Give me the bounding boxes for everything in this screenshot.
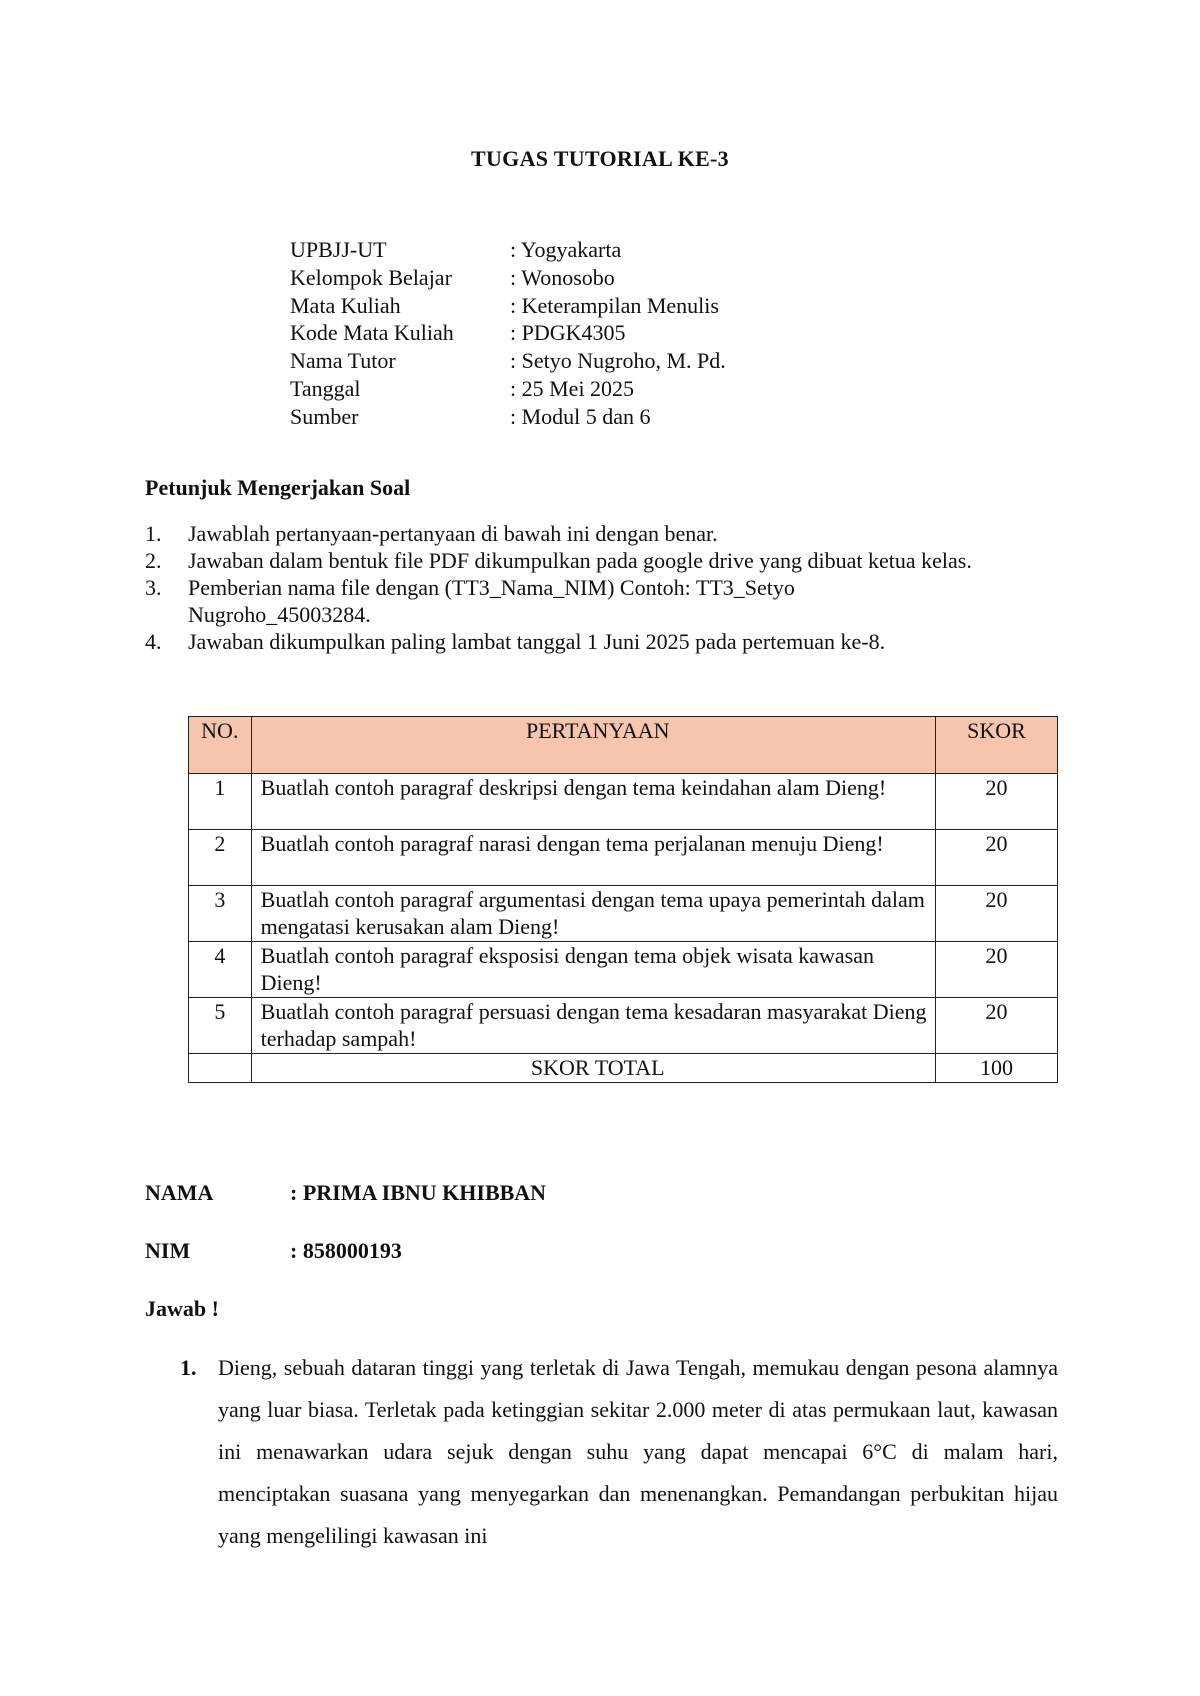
student-name-row — [145, 1180, 546, 1206]
list-text: Jawablah pertanyaan-pertanyaan di bawah ini dengan benar. — [188, 521, 718, 546]
info-value: : Wonosobo — [510, 264, 615, 290]
instructions-heading: Petunjuk Mengerjakan Soal — [145, 475, 411, 500]
cell-score: 20 — [935, 830, 1057, 886]
table-row — [189, 830, 1058, 886]
info-row — [290, 403, 726, 431]
answer-text: Dieng, sebuah dataran tinggi yang terletak di Jawa Tengah, memukau dengan pesona alamnya yang luar biasa. Terletak pada ketinggian sekitar 2.000 meter di atas permukaan laut, kawasan ini menawarkan udara sejuk dengan suhu yang dapat mencapai 6°C di malam hari, menciptakan suasana yang menyegarkan dan menenangkan. Pemandangan perbukitan hijau yang mengelilingi kawasan ini — [218, 1355, 1058, 1548]
cell-no: 4 — [189, 942, 252, 998]
answer-number: 1. — [180, 1355, 197, 1380]
list-number: 1. — [145, 521, 162, 546]
cell-no: 3 — [189, 886, 252, 942]
nim-label: NIM — [145, 1238, 191, 1263]
info-label: UPBJJ-UT — [290, 237, 387, 262]
info-label: Nama Tutor — [290, 348, 396, 374]
info-label: Sumber — [290, 403, 359, 429]
cell-score: 20 — [935, 942, 1057, 998]
list-number: 4. — [145, 629, 162, 654]
list-text: Pemberian nama file dengan (TT3_Nama_NIM) Contoh: TT3_Setyo Nugroho_45003284. — [188, 575, 795, 627]
questions-table — [188, 716, 1058, 1083]
page-title: TUGAS TUTORIAL KE-3 — [471, 146, 729, 171]
info-row — [290, 292, 726, 320]
header-question: PERTANYAAN — [251, 717, 935, 774]
list-text: Jawaban dalam bentuk file PDF dikumpulkan pada google drive yang dibuat ketua kelas. — [188, 548, 972, 573]
info-label: Tanggal — [290, 375, 361, 401]
answer-item — [180, 1347, 1058, 1557]
name-label: NAMA — [145, 1180, 214, 1205]
info-value: : Modul 5 dan 6 — [510, 403, 651, 429]
cell-empty — [189, 1054, 252, 1083]
list-number: 2. — [145, 548, 162, 573]
table-row — [189, 774, 1058, 830]
list-item — [145, 628, 1065, 655]
answer-heading: Jawab ! — [145, 1296, 219, 1321]
nim-value: : 858000193 — [290, 1238, 402, 1263]
cell-question: Buatlah contoh paragraf argumentasi dengan tema upaya pemerintah dalam mengatasi kerusakan alam Dieng! — [251, 886, 935, 942]
total-value: 100 — [935, 1054, 1057, 1083]
table-total-row — [189, 1054, 1058, 1083]
cell-score: 20 — [935, 998, 1057, 1054]
cell-no: 5 — [189, 998, 252, 1054]
cell-question: Buatlah contoh paragraf narasi dengan tema perjalanan menuju Dieng! — [251, 830, 935, 886]
instructions-list — [145, 520, 1065, 655]
course-info — [290, 236, 726, 431]
cell-question: Buatlah contoh paragraf persuasi dengan tema kesadaran masyarakat Dieng terhadap sampah! — [251, 998, 935, 1054]
info-value: : Keterampilan Menulis — [510, 292, 719, 318]
info-label: Kelompok Belajar — [290, 264, 452, 290]
list-item — [145, 574, 1065, 628]
info-label: Mata Kuliah — [290, 292, 401, 318]
info-row — [290, 375, 726, 403]
info-row — [290, 347, 726, 375]
cell-no: 2 — [189, 830, 252, 886]
cell-no: 1 — [189, 774, 252, 830]
name-value: : PRIMA IBNU KHIBBAN — [290, 1180, 547, 1205]
info-row — [290, 236, 726, 264]
list-item — [145, 547, 1065, 574]
list-item — [145, 520, 1065, 547]
table-row — [189, 886, 1058, 942]
info-row — [290, 319, 726, 347]
info-value: : Yogyakarta — [510, 237, 622, 262]
info-label: Kode Mata Kuliah — [290, 320, 454, 346]
info-value: : PDGK4305 — [510, 320, 626, 346]
table-row — [189, 998, 1058, 1054]
info-value: : 25 Mei 2025 — [510, 375, 635, 401]
cell-question: Buatlah contoh paragraf deskripsi dengan tema keindahan alam Dieng! — [251, 774, 935, 830]
list-text: Jawaban dikumpulkan paling lambat tanggal 1 Juni 2025 pada pertemuan ke-8. — [188, 629, 886, 654]
total-label: SKOR TOTAL — [251, 1054, 935, 1083]
cell-score: 20 — [935, 886, 1057, 942]
table-row — [189, 942, 1058, 998]
cell-score: 20 — [935, 774, 1057, 830]
info-row — [290, 264, 726, 292]
cell-question: Buatlah contoh paragraf eksposisi dengan tema objek wisata kawasan Dieng! — [251, 942, 935, 998]
header-no: NO. — [189, 717, 252, 774]
info-value: : Setyo Nugroho, M. Pd. — [510, 348, 726, 374]
table-header-row — [189, 717, 1058, 774]
student-nim-row — [145, 1238, 402, 1264]
header-score: SKOR — [935, 717, 1057, 774]
list-number: 3. — [145, 575, 162, 600]
